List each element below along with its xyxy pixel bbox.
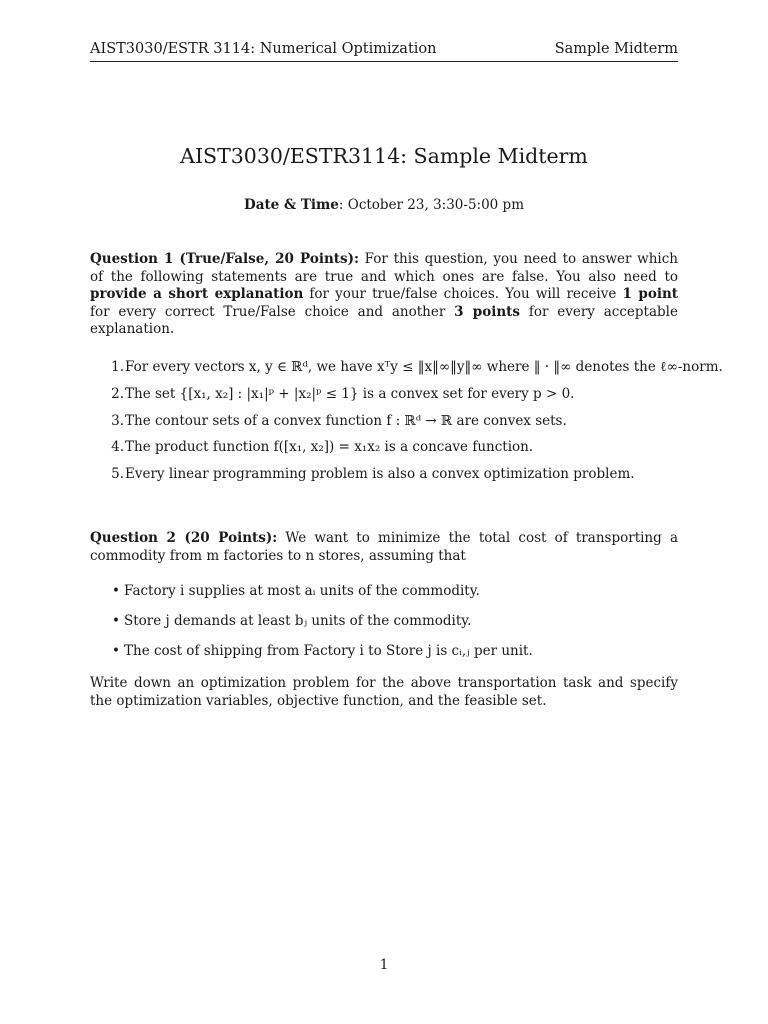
item-text: The set {[x₁, x₂] : |x₁|ᵖ + |x₂|ᵖ ≤ 1} is a convex set for every p > 0.	[125, 386, 575, 402]
item-text: Every linear programming problem is also a convex optimization problem.	[125, 466, 635, 482]
bullet-text: Store j demands at least bⱼ units of the commodity.	[124, 613, 472, 629]
item-number: 1.	[111, 359, 124, 375]
page-number: 1	[379, 957, 389, 973]
item-text: For every vectors x, y ∈ ℝᵈ, we have xᵀy ≤ ‖x‖∞‖y‖∞ where ‖ · ‖∞ denotes the ℓ∞-norm.	[125, 359, 723, 375]
question1-intro-text-d: for every acceptable explanation.	[90, 303, 678, 337]
bullet-icon: •	[112, 583, 120, 599]
item-number: 4.	[111, 439, 124, 455]
date-time-line	[0, 197, 768, 213]
bullet-text: The cost of shipping from Factory i to Store j is cᵢ,ⱼ per unit.	[124, 643, 533, 659]
item-text: The product function f([x₁, x₂]) = x₁x₂ is a concave function.	[125, 439, 534, 455]
question2-closing: Write down an optimization problem for the above transportation task and specify the optimization variables, objective function, and the feasible set.	[90, 675, 678, 709]
question1-intro-bold1: provide a short explanation	[90, 286, 304, 302]
question1-intro-bold3: 3 points	[454, 303, 520, 320]
question2-intro	[90, 530, 678, 565]
header-doc-title: Sample Midterm	[554, 41, 678, 57]
item-number: 3.	[111, 413, 124, 429]
question1-intro-bold2: 1 point	[622, 286, 678, 302]
date-time-label: Date & Time	[243, 197, 339, 213]
question2-heading: Question 2 (20 Points):	[90, 530, 278, 546]
question1-intro-text-b: for your true/false choices. You will receive	[303, 286, 623, 302]
question1-intro	[90, 251, 678, 339]
running-header	[90, 41, 678, 62]
question1-intro-text-a: For this question, you need to answer which of the following statements are true and which ones are false. You also need to	[90, 251, 678, 285]
bullet-icon: •	[112, 643, 120, 659]
bullet-icon: •	[112, 613, 120, 629]
item-number: 2.	[111, 386, 124, 402]
item-number: 5.	[111, 466, 124, 482]
question1-heading: Question 1 (True/False, 20 Points):	[90, 251, 359, 267]
document-title: AIST3030/ESTR3114: Sample Midterm	[180, 144, 588, 168]
date-time-value: : October 23, 3:30-5:00 pm	[338, 197, 524, 213]
question2-intro-text: We want to minimize the total cost of transporting a commodity from m factories to n stores, assuming that	[90, 530, 679, 564]
item-text: The contour sets of a convex function f : ℝᵈ → ℝ are convex sets.	[125, 413, 567, 429]
bullet-text: Factory i supplies at most aᵢ units of the commodity.	[124, 583, 480, 599]
question1-intro-text-c: for every correct True/False choice and another	[90, 303, 455, 320]
header-course-title: AIST3030/ESTR 3114: Numerical Optimization	[90, 41, 437, 57]
